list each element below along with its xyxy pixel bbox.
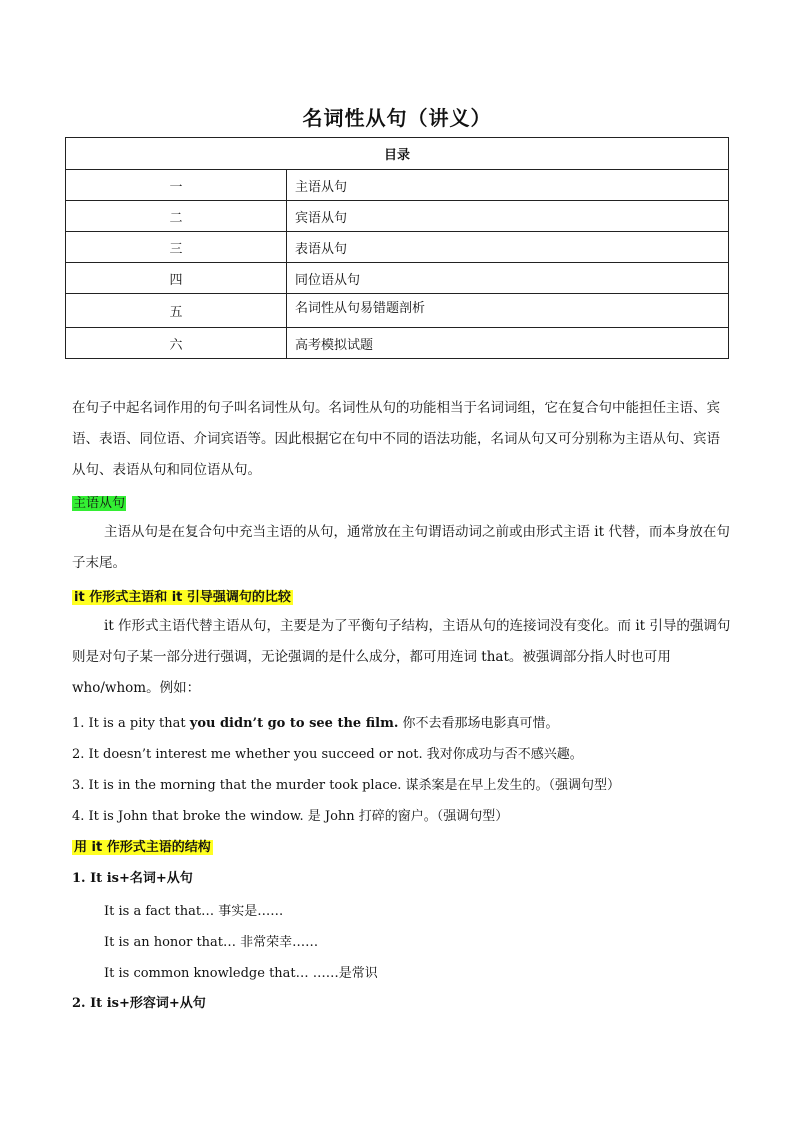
section-heading-subject-clause	[72, 492, 126, 511]
compare-heading-text: it 作形式主语和 it 引导强调句的比较	[74, 590, 291, 605]
example-text: 3. It is in the morning that the murder took place. 谋杀案是在早上发生的。（强调句型）	[72, 778, 621, 793]
toc-row	[66, 170, 729, 201]
toc-row-number: 六	[66, 328, 287, 359]
toc-row	[66, 294, 729, 328]
intro-paragraph: 在句子中起名词作用的句子叫名词性从句。名词性从句的功能相当于名词词组，它在复合句中能担任主语、宾语、表语、同位语、介词宾语等。因此根据它在句中不同的语法功能，名词从句又可分别称为主语从句、宾语从句、表语从句和同位语从句。	[72, 400, 720, 478]
toc-row-number: 一	[66, 170, 287, 201]
example-line	[72, 712, 559, 731]
toc-row	[66, 201, 729, 232]
toc-row-label: 名词性从句易错题剖析	[287, 294, 729, 328]
toc-row-label: 同位语从句	[287, 263, 729, 294]
toc-row	[66, 232, 729, 263]
toc-row-label: 主语从句	[287, 170, 729, 201]
structure-item: It is common knowledge that… ……是常识	[104, 966, 378, 981]
subject-clause-desc: 主语从句是在复合句中充当主语的从句，通常放在主句谓语动词之前或由形式主语 it 代替，而本身放在句子末尾。	[72, 524, 730, 571]
toc-header: 目录	[66, 138, 729, 170]
toc-row-number: 三	[66, 232, 287, 263]
example-line	[72, 743, 583, 762]
example-line	[72, 805, 508, 824]
structure-point-1: 1. It is+名词+从句	[72, 871, 193, 886]
toc-row-label: 表语从句	[287, 232, 729, 263]
example-text: 1. It is a pity that	[72, 716, 190, 731]
compare-desc: it 作形式主语代替主语从句，主要是为了平衡句子结构，主语从句的连接词没有变化。而 it 引导的强调句则是对句子某一部分进行强调，无论强调的是什么成分，都可用连词 that。被强调部分指人时也可用 who/whom。例如：	[72, 618, 731, 696]
page-title: 名词性从句（讲义）	[302, 106, 492, 130]
structure-item: It is an honor that… 非常荣幸……	[104, 935, 319, 950]
compare-heading	[72, 586, 293, 605]
example-line	[72, 774, 620, 793]
toc-row-number: 二	[66, 201, 287, 232]
example-text: 2. It doesn’t interest me whether you succeed or not. 我对你成功与否不感兴趣。	[72, 747, 583, 762]
section-heading-text: 主语从句	[73, 496, 126, 511]
example-translation: 你不去看那场电影真可惜。	[398, 716, 559, 731]
structure-item: It is a fact that… 事实是……	[104, 904, 284, 919]
example-text: 4. It is John that broke the window. 是 John 打碎的窗户。（强调句型）	[72, 809, 509, 824]
toc-row-number: 四	[66, 263, 287, 294]
structure-heading	[72, 836, 213, 855]
toc-row-label: 宾语从句	[287, 201, 729, 232]
toc-table	[65, 137, 729, 359]
structure-point-2: 2. It is+形容词+从句	[72, 996, 206, 1011]
toc-row-number: 五	[66, 294, 287, 328]
toc-row	[66, 263, 729, 294]
toc-row-label: 高考模拟试题	[287, 328, 729, 359]
example-bold-text: you didn’t go to see the film.	[189, 716, 399, 731]
structure-heading-text: 用 it 作形式主语的结构	[74, 840, 211, 855]
toc-row	[66, 328, 729, 359]
